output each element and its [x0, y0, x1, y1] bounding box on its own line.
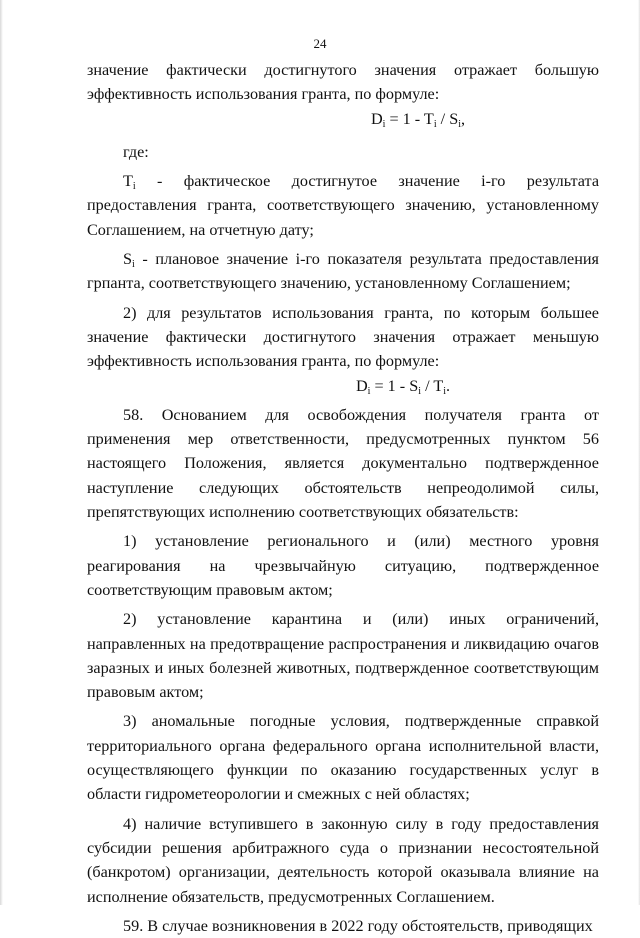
list-item-1: 1) установление регионального и (или) местного уровня реагирования на чрезвычайную ситуацию, подтвержденное соответствующим правовым актом;: [87, 532, 599, 599]
paragraph-item-2: 2) для результатов использования гранта, по которым большее значение фактически достигнутого значения отражает меньшую эффективность использования гранта, по формуле:: [87, 303, 599, 371]
formula-2: $D_i = 1 - S_i / T_i$.: [355, 376, 451, 397]
paragraph-58: 58. Основанием для освобождения получателя гранта от применения мер ответственности, предусмотренных пунктом 56 настоящего Положения, является документально подтвержденное наступление следующих обстоятельств непреодолимой силы, препятствующих исполнению соответствующих обязательств:: [87, 405, 599, 522]
list-item-2: 2) установление карантина и (или) иных ограничений, направленных на предотвращение распространения и ликвидацию очагов заразных и иных болезней животных, подтвержденное соответствующим правовым актом;: [87, 610, 599, 702]
scan-edge-left: [0, 0, 3, 905]
definition-t: $T_i$ - фактическое достигнутое значение i-го результата предоставления гранта, соответствующего значению, установленному Соглашением, на отчетную дату;: [87, 172, 599, 239]
document-body: [87, 58, 599, 938]
paragraph-intro: значение фактически достигнутого значения отражает большую эффективность использования гранта, по формуле:: [87, 61, 599, 104]
paragraph-59: 59. В случае возникновения в 2022 году обстоятельств, приводящих: [123, 916, 593, 935]
where-label: где:: [123, 142, 149, 161]
page-number: 24: [313, 36, 327, 51]
formula-1: $D_i = 1 - T_i / S_i$,: [370, 109, 466, 130]
definition-s: $S_i$ - плановое значение i-го показателя результата предоставления грпанта, соответствующего значению, установленному Соглашением;: [87, 250, 599, 293]
list-item-3: 3) аномальные погодные условия, подтвержденные справкой территориального органа федерального органа исполнительной власти, осуществляющего функции по оказанию государственных услуг в области гидрометеорологии и смежных с ней областях;: [87, 712, 599, 804]
list-item-4: 4) наличие вступившего в законную силу в году предоставления субсидии решения арбитражного суда о признании несостоятельной (банкротом) организации, деятельность которой оказывала влияние на исполнение обязательств, предусмотренных Соглашением.: [87, 814, 599, 906]
